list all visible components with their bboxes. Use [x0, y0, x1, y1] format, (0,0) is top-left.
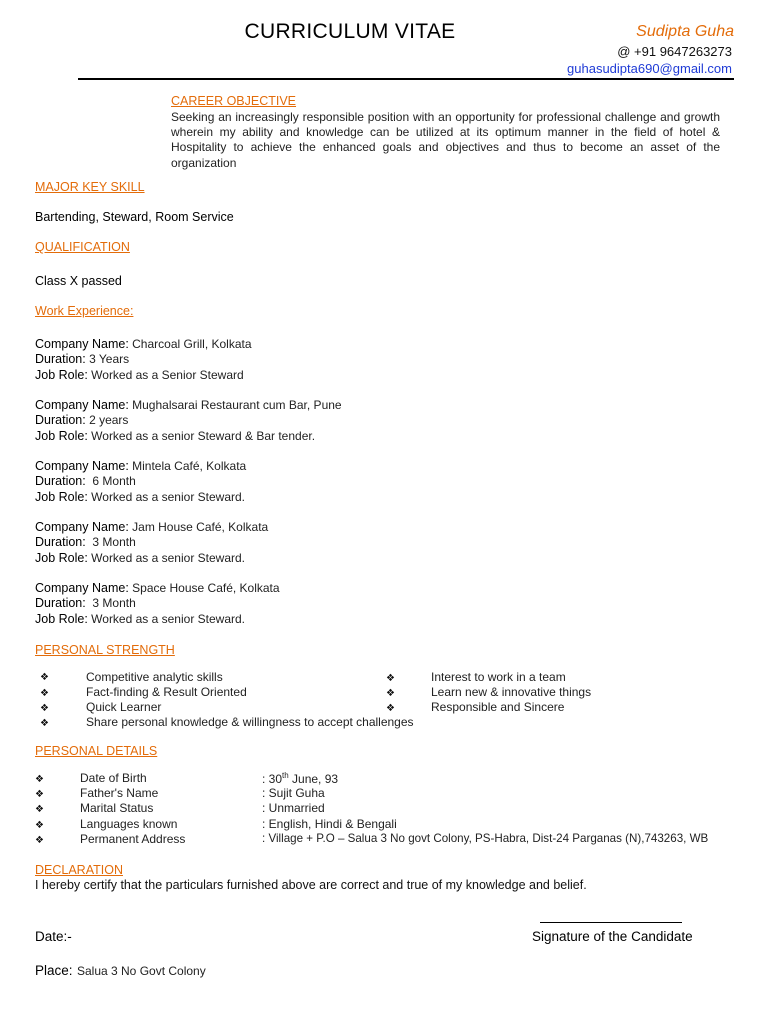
job-role-value: Worked as a senior Steward. [91, 550, 246, 565]
company-label: Company Name: [35, 398, 129, 412]
strength-item: Quick Learner [86, 700, 162, 714]
major-key-skill-value: Bartending, Steward, Room Service [35, 210, 234, 224]
date-label: Date:- [35, 929, 72, 944]
duration-value: 3 Years [89, 352, 130, 367]
detail-value-superscript: th [282, 771, 289, 780]
detail-value: : Unmarried [262, 801, 325, 815]
duration-label: Duration: [35, 474, 86, 489]
experience-entry [35, 398, 342, 444]
strength-item: Interest to work in a team [431, 670, 566, 684]
diamond-dots-bullet-icon: ❖ [40, 672, 49, 683]
experience-entry [35, 581, 280, 627]
personal-strength-heading: PERSONAL STRENGTH [35, 643, 175, 657]
diamond-dots-bullet-icon: ❖ [35, 835, 44, 846]
detail-value: : Village + P.O – Salua 3 No govt Colony, PS-Habra, Dist-24 Parganas (N),743263, WB [262, 832, 709, 845]
qualification-value: Class X passed [35, 274, 122, 288]
declaration-heading: DECLARATION [35, 863, 123, 877]
duration-label: Duration: [35, 413, 86, 428]
experience-entry [35, 337, 252, 383]
detail-label: Permanent Address [80, 832, 186, 846]
strength-item: Learn new & innovative things [431, 685, 592, 699]
diamond-dots-bullet-icon: ❖ [35, 789, 44, 800]
job-role-value: Worked as a senior Steward. [91, 489, 246, 504]
candidate-name: Sudipta Guha [636, 23, 734, 40]
signature-label: Signature of the Candidate [532, 929, 693, 944]
career-objective-heading: CAREER OBJECTIVE [171, 94, 297, 108]
experience-entry [35, 459, 246, 505]
detail-value: : English, Hindi & Bengali [262, 817, 397, 831]
job-role-value: Worked as a senior Steward & Bar tender. [91, 428, 316, 443]
diamond-dots-bullet-icon: ❖ [35, 804, 44, 815]
phone-number: @ +91 9647263273 [617, 44, 732, 59]
strength-item: Fact-finding & Result Oriented [86, 685, 247, 699]
detail-value [262, 771, 338, 786]
place-value: Salua 3 No Govt Colony [76, 964, 206, 978]
company-label: Company Name: [35, 520, 129, 534]
duration-label: Duration: [35, 596, 86, 611]
career-objective-text: Seeking an increasingly responsible position with an opportunity for professional challenge and growth wherein my ability and knowledge can be utilized at its optimum manner in the field of hotel & Hospitality to achieve the enhanced goals and objectives and thus to become an asset of the organization [171, 110, 720, 170]
company-label: Company Name: [35, 459, 129, 473]
job-role-label: Job Role: [35, 550, 88, 565]
company-name: Jam House Café, Kolkata [132, 520, 269, 534]
duration-value: 2 years [89, 413, 129, 428]
company-name: Mughalsarai Restaurant cum Bar, Pune [132, 398, 342, 412]
diamond-dots-bullet-icon: ❖ [40, 688, 49, 699]
experience-entry [35, 520, 268, 566]
diamond-dots-bullet-icon: ❖ [40, 718, 49, 729]
diamond-dots-bullet-icon: ❖ [40, 703, 49, 714]
signature-line [540, 922, 682, 923]
place-label: Place: [35, 963, 73, 978]
job-role-label: Job Role: [35, 489, 88, 504]
qualification-heading: QUALIFICATION [35, 240, 130, 254]
job-role-value: Worked as a senior Steward. [91, 611, 246, 626]
declaration-text: I hereby certify that the particulars furnished above are correct and true of my knowledge and belief. [35, 878, 587, 892]
detail-label: Father's Name [80, 786, 159, 800]
detail-value-suffix: June, 93 [288, 772, 339, 786]
company-name: Space House Café, Kolkata [132, 581, 280, 595]
email-link[interactable]: guhasudipta690@gmail.com [567, 61, 732, 76]
strength-item: Competitive analytic skills [86, 670, 223, 684]
strength-item: Share personal knowledge & willingness to accept challenges [86, 715, 414, 729]
duration-value: 6 Month [92, 474, 136, 489]
detail-label: Languages known [80, 817, 178, 831]
company-name: Charcoal Grill, Kolkata [132, 337, 252, 351]
job-role-label: Job Role: [35, 611, 88, 626]
job-role-label: Job Role: [35, 428, 88, 443]
personal-details-heading: PERSONAL DETAILS [35, 744, 158, 758]
job-role-label: Job Role: [35, 367, 88, 382]
document-title: CURRICULUM VITAE [244, 20, 456, 43]
diamond-dots-bullet-icon: ❖ [386, 703, 395, 714]
duration-label: Duration: [35, 535, 86, 550]
detail-label: Date of Birth [80, 771, 147, 785]
detail-value-prefix: : 30 [262, 772, 283, 786]
detail-label: Marital Status [80, 801, 154, 815]
company-name: Mintela Café, Kolkata [132, 459, 247, 473]
diamond-dots-bullet-icon: ❖ [386, 688, 395, 699]
company-label: Company Name: [35, 337, 129, 351]
place-row [35, 962, 206, 980]
header-divider [78, 78, 734, 80]
strength-item: Responsible and Sincere [431, 700, 565, 714]
duration-value: 3 Month [92, 535, 136, 550]
work-experience-heading: Work Experience: [35, 304, 134, 318]
duration-value: 3 Month [92, 596, 136, 611]
diamond-dots-bullet-icon: ❖ [386, 673, 395, 684]
detail-value: : Sujit Guha [262, 786, 325, 800]
duration-label: Duration: [35, 352, 86, 367]
diamond-dots-bullet-icon: ❖ [35, 820, 44, 831]
diamond-dots-bullet-icon: ❖ [35, 774, 44, 785]
job-role-value: Worked as a Senior Steward [91, 367, 244, 382]
company-label: Company Name: [35, 581, 129, 595]
major-key-skill-heading: MAJOR KEY SKILL [35, 180, 145, 194]
